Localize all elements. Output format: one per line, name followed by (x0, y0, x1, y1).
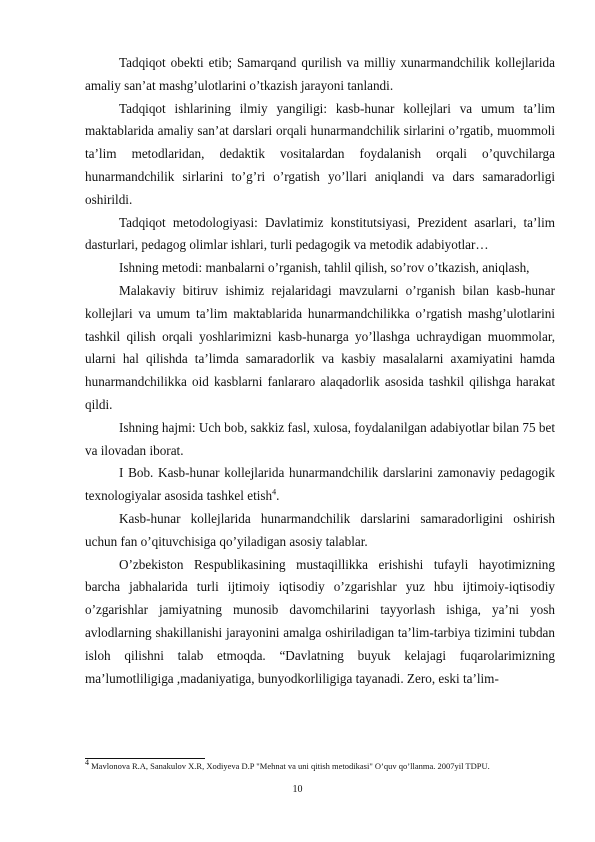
paragraph-scientific-novelty: Tadqiqot ishlarining ilmiy yangiligi: kasb-hunar kollejlari va umum ta’lim maktablarida amaliy san’at darslari orqali hunarmandchilik sirlarini o’rgatib, muommoli ta’lim metodlaridan, dedaktik vositalardan foydalanish orqali o’quvchilarga hunarmandchilik sirlarini to’g’ri o’rgatish yo’llari aniqlandi va dars samaradorligi oshirildi. (85, 100, 555, 207)
footnote-reference: 4 (272, 487, 277, 497)
paragraph-thesis-topics: Malakaviy bitiruv ishimiz rejalaridagi mavzularni o’rganish bilan kasb-hunar kollejlari va umum ta’lim maktablarida hunarmandchilikka o’rgatish mashg’ulotlarini tashkil qilish orqali yoshlarimizni kasb-hunarga yo’llashga uchraydigan muommolar, ularni hal qilishda ta’limda samaradorlik va kasbiy masalalarni axamiyatini hamda hunarmandchilikka oid kasblarni fanlararo alaqadorlik asosida tashkil qilishga harakat qildi. (85, 282, 555, 412)
footnote-text: Mavlonova R.A, Sanakulov X.R, Xodiyeva D.P "Mehnat va uni qitish metodikasi" O’quv qo’llanma. 2007yil TDPU. (89, 761, 490, 771)
paragraph-work-volume: Ishning hajmi: Uch bob, sakkiz fasl, xulosa, foydalanilgan adabiyotlar bilan 75 bet va ilovadan iborat. (85, 419, 555, 458)
chapter-heading-text: I Bob. Kasb-hunar kollejlarida hunarmandchilik darslarini zamonaviy pedagogik texnologiyalar asosida tashkel etish (85, 465, 555, 504)
paragraph-independence: O’zbekiston Respublikasining mustaqillikka erishishi tufayli hayotimizning barcha jabhalarida turli ijtimoiy iqtisodiy o’zgarishlar yuz hbu ijtimoiy-iqtisodiy o’zgarishlar jamiyatning munosib davomchilarini tayyorlash ishiga, ya’ni yosh avlodlarning shakillanishi jarayonini amalga oshiriladigan ta’lim-tarbiya tizimini tubdan isloh qilishni talab etmoqda. “Davlatning buyuk kelajagi fuqarolarimizning ma’lumotliligiga ,madaniyatiga, bunyodkorliligiga tayanadi. Zero, eski ta’lim- (85, 556, 555, 686)
page-number: 10 (292, 784, 303, 795)
paragraph-teacher-requirements: Kasb-hunar kollejlarida hunarmandchilik darslarini samaradorligini oshirish uchun fan o’qituvchisiga qo’yiladigan asosiy talablar. (85, 510, 555, 549)
chapter-heading-paragraph (85, 462, 555, 508)
footnote-separator (85, 758, 205, 759)
footnote (85, 760, 555, 772)
chapter-heading-period: . (276, 488, 280, 504)
paragraph-research-object: Tadqiqot obekti etib; Samarqand qurilish va milliy xunarmandchilik kollejlarida amaliy san’at mashg’ulotlarini o’tkazish jarayoni tanlandi. (85, 55, 555, 93)
paragraph-work-method: Ishning metodi: manbalarni o’rganish, tahlil qilish, so’rov o’tkazish, aniqlash, (119, 260, 530, 276)
paragraph-methodology: Tadqiqot metodologiyasi: Davlatimiz konstitutsiyasi, Prezident asarlari, ta’lim dasturlari, pedagog olimlar ishlari, turli pedagogik va metodik adabiyotlar… (85, 214, 555, 253)
footnote-number: 4 (85, 758, 89, 768)
body-text (85, 52, 555, 690)
